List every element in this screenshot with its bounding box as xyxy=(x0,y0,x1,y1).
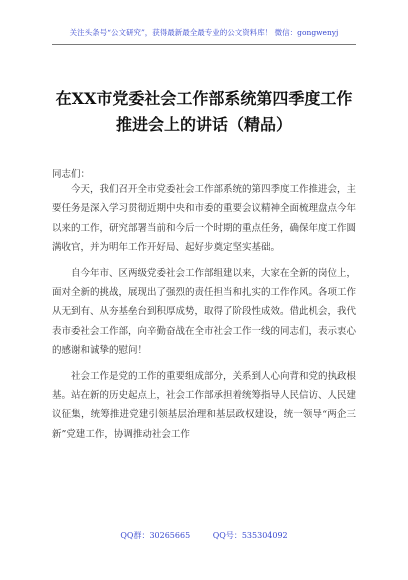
document-body xyxy=(52,180,356,450)
document-title: 在XX市党委社会工作部系统第四季度工作推进会上的讲话（精品） xyxy=(55,89,353,134)
footer xyxy=(0,530,408,541)
paragraph-1: 今天，我们召开全市党委社会工作部系统的第四季度工作推进会，主要任务是深入学习贯彻近期中央和市委的重要会议精神全面梳理盘点今年以来的工作，研究部署当前和今后一个时期的重点任务，确保年度工作圆满收官，并为明年工作开好局、起好步奠定坚实基础。 xyxy=(52,184,357,254)
header-banner: 关注头条号“公文研究”，获得最新最全最专业的公文资料库！ 微信：gongwenyj xyxy=(69,28,339,37)
footer-qq-group: QQ群：30265665 xyxy=(120,531,191,540)
paragraph-2: 自今年市、区两级党委社会工作部组建以来，大家在全新的岗位上，面对全新的挑战，展现出了强烈的责任担当和扎实的工作作风。各项工作从无到有、从夯基垒台到积厚成势，取得了阶段性成效。借此机会，我代表市委社会工作部，向辛勤奋战在全市社会工作一线的同志们，表示衷心的感谢和诚挚的慰问！ xyxy=(52,267,357,357)
footer-qq-number: QQ号：535304092 xyxy=(212,531,288,540)
paragraph-3: 社会工作是党的工作的重要组成部分，关系到人心向背和党的执政根基。站在新的历史起点上，社会工作部承担着统筹指导人民信访、人民建议征集，统筹推进党建引领基层治理和基层政权建设，统一领导“两企三新”党建工作，协调推动社会工作 xyxy=(52,370,357,440)
salutation: 同志们： xyxy=(52,169,91,180)
header-divider xyxy=(52,44,356,45)
